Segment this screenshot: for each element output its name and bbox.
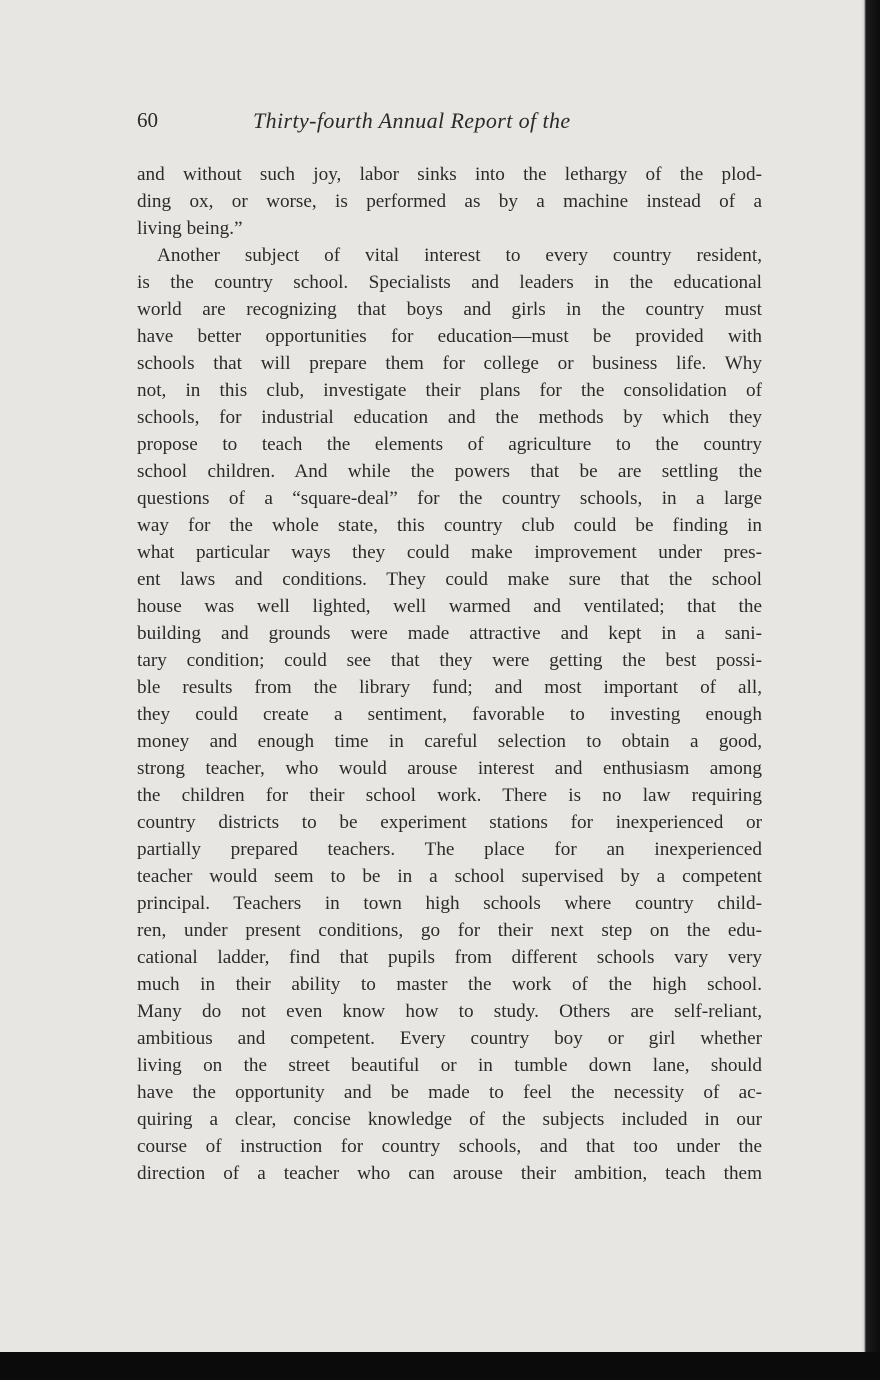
text-line: strong teacher, who would arouse interest and enthusiasm among [137,758,762,779]
text-line: partially prepared teachers. The place for an inexperienced [137,839,762,860]
text-line: ent laws and conditions. They could make sure that the school [137,569,762,590]
text-line: way for the whole state, this country club could be finding in [137,515,762,536]
text-line: ble results from the library fund; and most important of all, [137,677,762,698]
text-line: ren, under present conditions, go for their next step on the edu- [137,920,762,941]
text-line: propose to teach the elements of agriculture to the country [137,434,762,455]
text-line: school children. And while the powers that be are settling the [137,461,762,482]
text-line: teacher would seem to be in a school supervised by a competent [137,866,762,887]
text-line: Another subject of vital interest to every country resident, [157,245,762,266]
text-line: and without such joy, labor sinks into the lethargy of the plod- [137,164,762,185]
text-line: Many do not even know how to study. Others are self-reliant, [137,1001,762,1022]
text-line: have the opportunity and be made to feel the necessity of ac- [137,1082,762,1103]
body-text [137,161,762,1187]
text-line: world are recognizing that boys and girls in the country must [137,299,762,320]
text-line: the children for their school work. There is no law requiring [137,785,762,806]
text-line: have better opportunities for education—must be provided with [137,326,762,347]
text-line: what particular ways they could make improvement under pres- [137,542,762,563]
text-line: much in their ability to master the work of the high school. [137,974,762,995]
scan-bottom-border [0,1352,880,1380]
running-title: Thirty-fourth Annual Report of the [253,108,571,133]
text-line: schools that will prepare them for college or business life. Why [137,353,762,374]
text-line: house was well lighted, well warmed and ventilated; that the [137,596,762,617]
text-line: living being.” [137,218,243,239]
text-line: questions of a “square-deal” for the country schools, in a large [137,488,762,509]
text-line: not, in this club, investigate their plans for the consolidation of [137,380,762,401]
text-line: tary condition; could see that they were getting the best possi- [137,650,762,671]
page-number: 60 [137,108,158,132]
text-line: schools, for industrial education and the methods by which they [137,407,762,428]
text-line: course of instruction for country schools, and that too under the [137,1136,762,1157]
text-line: direction of a teacher who can arouse their ambition, teach them [137,1163,762,1184]
text-line: living on the street beautiful or in tumble down lane, should [137,1055,762,1076]
text-line: ambitious and competent. Every country boy or girl whether [137,1028,762,1049]
text-line: they could create a sentiment, favorable to investing enough [137,704,762,725]
text-line: money and enough time in careful selection to obtain a good, [137,731,762,752]
text-line: building and grounds were made attractive and kept in a sani- [137,623,762,644]
text-line: ding ox, or worse, is performed as by a machine instead of a [137,191,762,212]
text-line: is the country school. Specialists and leaders in the educational [137,272,762,293]
page-header [137,108,762,136]
page-edge-shadow [860,0,880,1352]
text-line: cational ladder, find that pupils from different schools vary very [137,947,762,968]
text-line: principal. Teachers in town high schools where country child- [137,893,762,914]
text-line: quiring a clear, concise knowledge of the subjects included in our [137,1109,762,1130]
text-line: country districts to be experiment stations for inexperienced or [137,812,762,833]
